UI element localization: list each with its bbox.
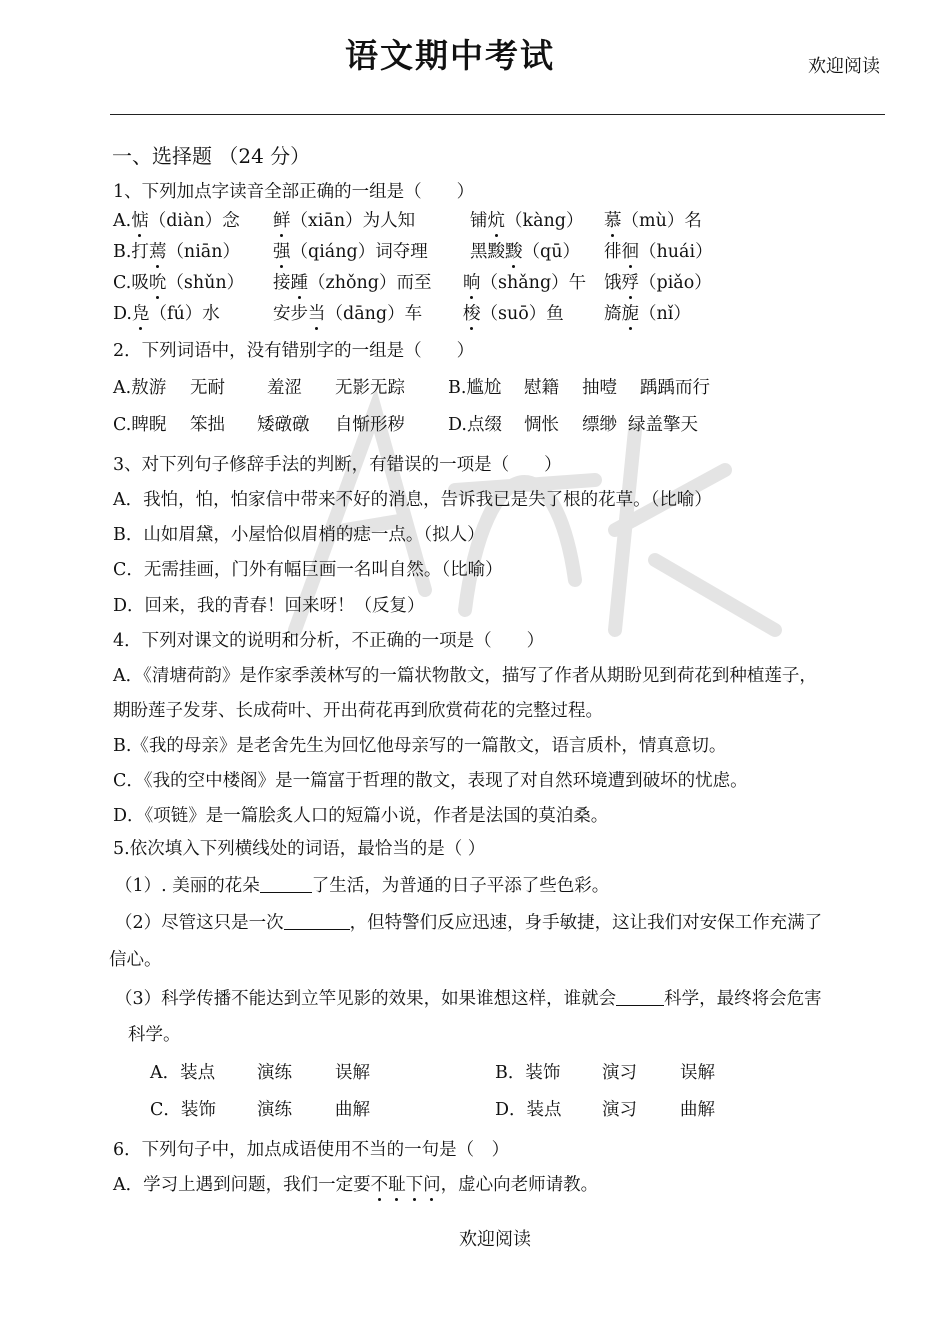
q2-option-word: C.睥睨	[113, 415, 167, 435]
q3-option-c: C．无需挂画，门外有幅巨画一名叫自然。（比喻）	[113, 560, 503, 580]
q1-row-b-col2: 强（qiáng）词夺理	[273, 238, 428, 263]
q2-stem: 2．下列词语中，没有错别字的一组是（ ）	[113, 341, 475, 361]
q6-stem: 6．下列句子中，加点成语使用不当的一句是（ ）	[113, 1140, 510, 1160]
q5-option-a: A．装点	[150, 1063, 216, 1083]
q5-option-d: D．装点	[495, 1100, 562, 1120]
q1-row-c-col3: 晌（shǎng）午	[463, 269, 586, 294]
q1-row-a-col4: 慕（mù）名	[604, 207, 702, 232]
q5-option-word: 演习	[602, 1063, 637, 1083]
q4-option-c: C．《我的空中楼阁》是一篇富于哲理的散文，表现了对自然环境遭到破坏的忧虑。	[113, 771, 748, 791]
q2-option-word: 缥缈	[582, 415, 617, 435]
q5-option-word: 曲解	[335, 1100, 370, 1120]
q1-row-d-col1: D.凫（fú）水	[113, 300, 220, 325]
q4-option-a-cont: 期盼莲子发芽、长成荷叶、开出荷花再到欣赏荷花的完整过程。	[113, 701, 603, 721]
q2-option-word: 踽踽而行	[640, 378, 710, 398]
q5-sentence-3-cont: 科学。	[128, 1025, 181, 1045]
q5-option-word: 曲解	[680, 1100, 715, 1120]
q5-sentence-2-cont: 信心。	[109, 950, 162, 970]
q1-row-c-col4: 饿殍（piǎo）	[604, 269, 712, 294]
q1-stem: 1、下列加点字读音全部正确的一组是（ ）	[113, 182, 475, 202]
q2-option-word: 羞涩	[267, 378, 302, 398]
q2-option-word: 绿盖擎天	[628, 415, 698, 435]
blank-line	[284, 912, 350, 931]
q2-option-word: 抽噎	[582, 378, 617, 398]
blank-line	[616, 988, 664, 1007]
q1-row-b-col1: B.打蔫（niān）	[113, 238, 240, 263]
q2-option-word: 矮礅礅	[257, 415, 310, 435]
q5-sentence-1: （1）. 美丽的花朵 了生活，为普通的日子平添了些色彩。	[115, 876, 610, 896]
q2-option-word: D.点缀	[448, 415, 502, 435]
q3-stem: 3、对下列句子修辞手法的判断，有错误的一项是（ ）	[113, 455, 562, 475]
header-right-text: 欢迎阅读	[808, 56, 880, 77]
q5-option-word: 误解	[335, 1063, 370, 1083]
q3-option-d: D．回来，我的青春！回来呀！（反复）	[113, 596, 425, 616]
q5-sentence-2: （2）尽管这只是一次 ，但特警们反应迅速，身手敏捷，这让我们对安保工作充满了	[115, 913, 823, 933]
q3-option-b: B．山如眉黛，小屋恰似眉梢的痣一点。（拟人）	[113, 525, 485, 545]
q5-option-c: C．装饰	[150, 1100, 216, 1120]
q4-option-d: D．《项链》是一篇脍炙人口的短篇小说，作者是法国的莫泊桑。	[113, 806, 609, 826]
q1-row-a-col2: 鲜（xiān）为人知	[273, 207, 415, 232]
q5-option-word: 误解	[680, 1063, 715, 1083]
q2-option-word: 自惭形秽	[335, 415, 405, 435]
q4-option-a: A．《清塘荷韵》是作家季羡林写的一篇状物散文，描写了作者从期盼见到荷花到种植莲子，	[113, 666, 817, 686]
q1-row-d-col2: 安步当（dāng）车	[273, 300, 422, 325]
section-heading: 一、选择题 （24 分）	[112, 144, 311, 168]
q1-row-d-col4: 旖旎（nǐ）	[604, 300, 691, 325]
q2-option-word: B.尴尬	[448, 378, 502, 398]
q1-row-c-col2: 接踵（zhǒng）而至	[273, 269, 432, 294]
q4-stem: 4．下列对课文的说明和分析，不正确的一项是（ ）	[113, 631, 545, 651]
q5-option-word: 演练	[257, 1063, 292, 1083]
q5-stem: 5.依次填入下列横线处的词语，最恰当的是（ ）	[113, 839, 486, 859]
q2-option-word: 惆怅	[524, 415, 559, 435]
q4-option-b: B.《我的母亲》是老舍先生为回忆他母亲写的一篇散文，语言质朴，情真意切。	[113, 736, 727, 756]
q1-row-b-col3: 黑黢黢（qū）	[470, 238, 580, 263]
q2-option-word: 笨拙	[190, 415, 225, 435]
page-footer: 欢迎阅读	[459, 1229, 531, 1250]
q2-option-word: A.敖游	[113, 378, 167, 398]
header-divider	[110, 114, 885, 115]
q1-row-c-col1: C.吸吮（shǔn）	[113, 269, 244, 294]
q6-option-a: A．学习上遇到问题，我们一定要不耻下问，虚心向老师请教。	[113, 1171, 598, 1196]
q1-row-b-col4: 徘徊（huái）	[604, 238, 713, 263]
blank-line	[260, 875, 312, 894]
q2-option-word: 无耐	[190, 378, 225, 398]
q1-row-a-col1: A.惦（diàn）念	[113, 207, 240, 232]
q1-row-d-col3: 梭（suō）鱼	[463, 300, 564, 325]
q3-option-a: A．我怕，怕，怕家信中带来不好的消息，告诉我已是失了根的花草。（比喻）	[113, 490, 712, 510]
q2-option-word: 无影无踪	[335, 378, 405, 398]
q5-option-b: B．装饰	[495, 1063, 561, 1083]
q5-option-word: 演练	[257, 1100, 292, 1120]
q2-option-word: 慰籍	[524, 378, 559, 398]
page-title: 语文期中考试	[345, 36, 555, 75]
q5-option-word: 演习	[602, 1100, 637, 1120]
q5-sentence-3: （3）科学传播不能达到立竿见影的效果，如果谁想这样，谁就会 科学，最终将会危害	[115, 989, 822, 1009]
q1-row-a-col3: 铺炕（kàng）	[470, 207, 584, 232]
